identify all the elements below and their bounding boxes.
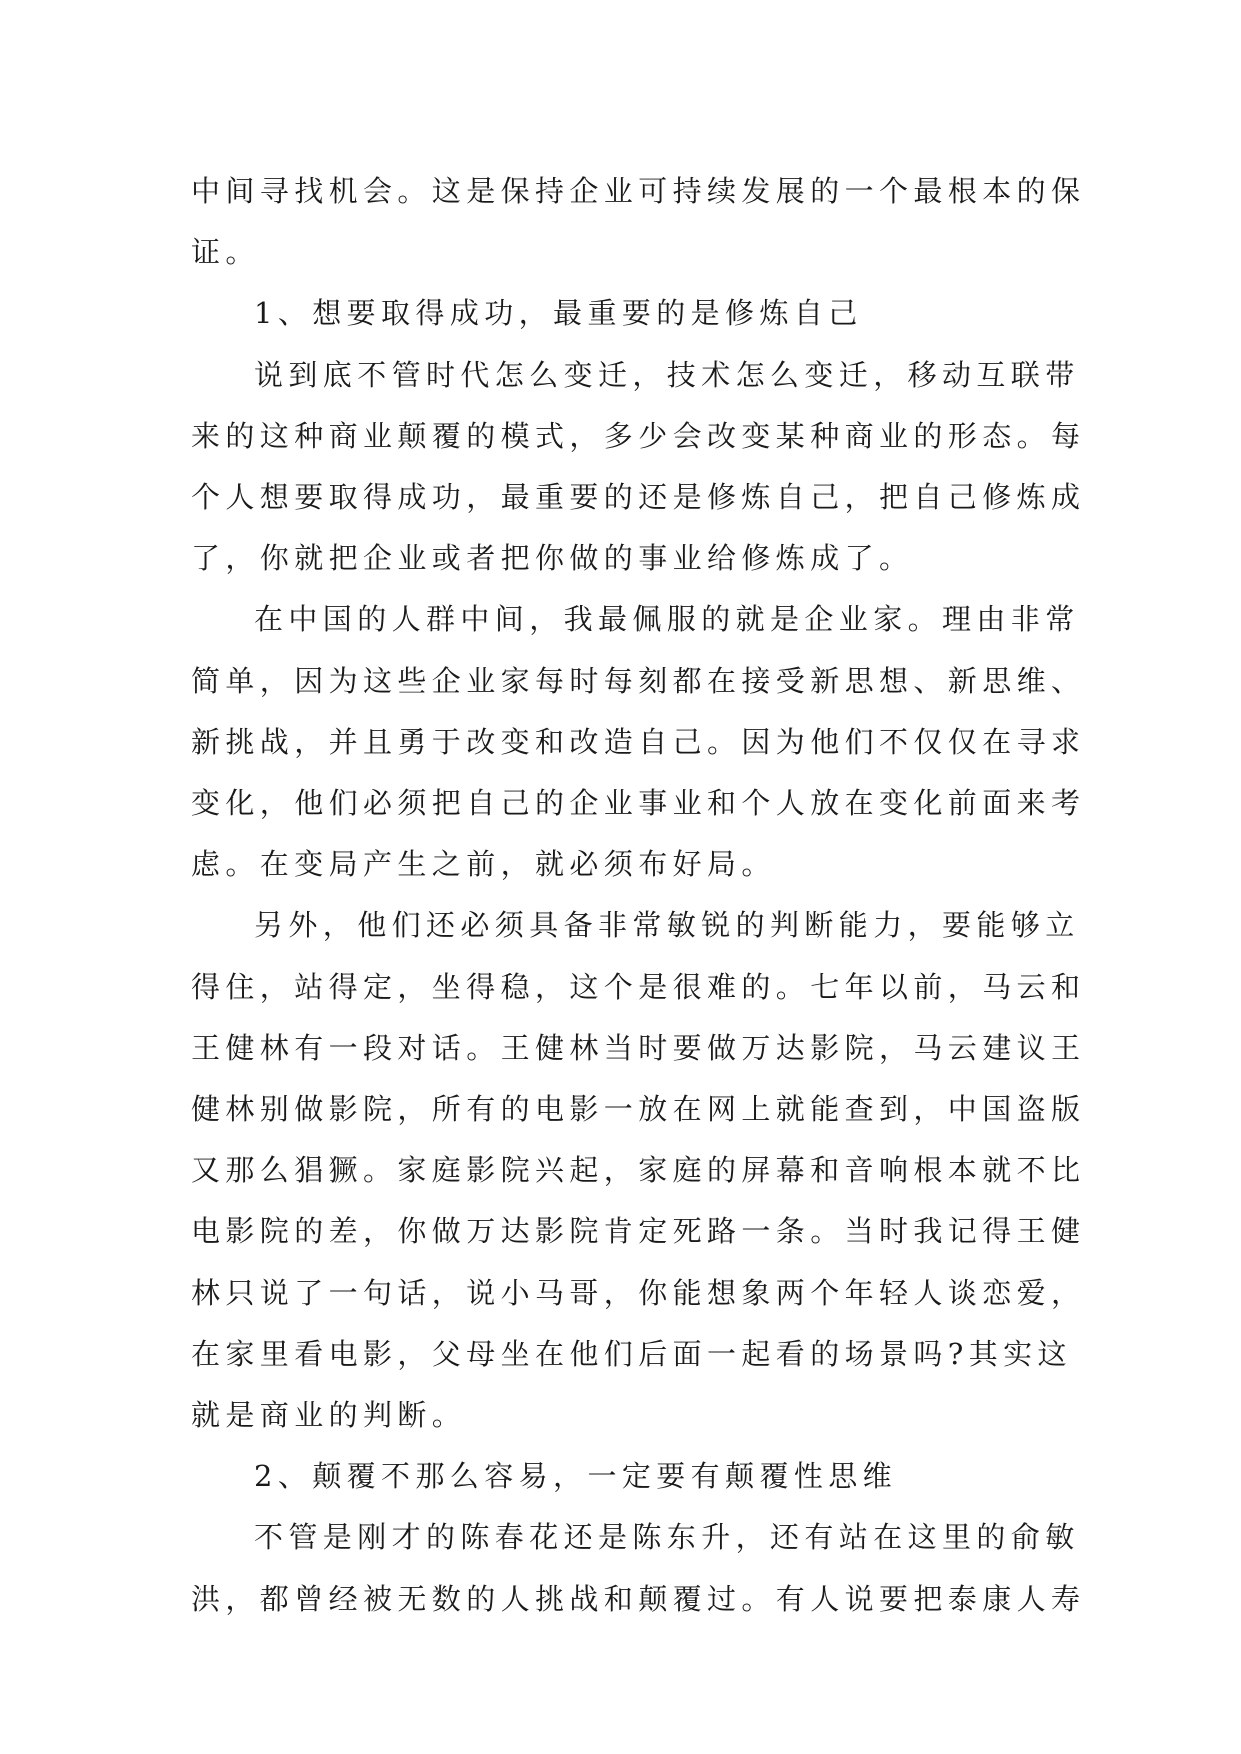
paragraph — [191, 589, 1086, 895]
text-line: 健林别做影院，所有的电影一放在网上就能查到，中国盗版 — [191, 1092, 1086, 1127]
text-line: 林只说了一句话，说小马哥，你能想象两个年轻人谈恋爱， — [191, 1275, 1086, 1310]
text-line: 说到底不管时代怎么变迁，技术怎么变迁，移动互联带 — [254, 357, 1080, 392]
text-line: 证。 — [191, 235, 260, 270]
text-line: 王健林有一段对话。王健林当时要做万达影院，马云建议王 — [191, 1030, 1086, 1065]
document-body — [191, 161, 1086, 1630]
paragraph-continuation — [191, 161, 1086, 283]
paragraph — [191, 345, 1086, 590]
text-line: 新挑战，并且勇于改变和改造自己。因为他们不仅仅在寻求 — [191, 724, 1086, 759]
text-line: 电影院的差，你做万达影院肯定死路一条。当时我记得王健 — [191, 1214, 1086, 1249]
text-line: 洪，都曾经被无数的人挑战和颠覆过。有人说要把泰康人寿 — [191, 1581, 1086, 1616]
text-line: 在家里看电影，父母坐在他们后面一起看的场景吗?其实这 — [191, 1336, 1072, 1371]
text-line: 虑。在变局产生之前，就必须布好局。 — [191, 847, 776, 882]
text-line: 中间寻找机会。这是保持企业可持续发展的一个最根本的保 — [191, 174, 1086, 208]
heading-text: 1、想要取得成功，最重要的是修炼自己 — [254, 296, 863, 331]
text-line: 变化，他们必须把自己的企业事业和个人放在变化前面来考 — [191, 786, 1086, 821]
paragraph — [191, 895, 1086, 1446]
text-line: 简单，因为这些企业家每时每刻都在接受新思想、新思维、 — [191, 663, 1086, 698]
section-heading-2 — [191, 1446, 1053, 1507]
text-line: 另外，他们还必须具备非常敏锐的判断能力，要能够立 — [254, 908, 1080, 943]
paragraph — [191, 1507, 1086, 1629]
text-line: 得住，站得定，坐得稳，这个是很难的。七年以前，马云和 — [191, 969, 1086, 1004]
section-heading-1 — [191, 283, 1053, 344]
heading-text: 2、颠覆不那么容易，一定要有颠覆性思维 — [254, 1459, 898, 1494]
text-line: 来的这种商业颠覆的模式，多少会改变某种商业的形态。每 — [191, 418, 1086, 453]
text-line: 在中国的人群中间，我最佩服的就是企业家。理由非常 — [254, 602, 1080, 637]
text-line: 了，你就把企业或者把你做的事业给修炼成了。 — [191, 541, 914, 576]
text-line: 就是商业的判断。 — [191, 1398, 467, 1433]
text-line: 不管是刚才的陈春花还是陈东升，还有站在这里的俞敏 — [254, 1520, 1080, 1555]
text-line: 又那么猖獗。家庭影院兴起，家庭的屏幕和音响根本就不比 — [191, 1153, 1086, 1188]
text-line: 个人想要取得成功，最重要的还是修炼自己，把自己修炼成 — [191, 480, 1086, 515]
